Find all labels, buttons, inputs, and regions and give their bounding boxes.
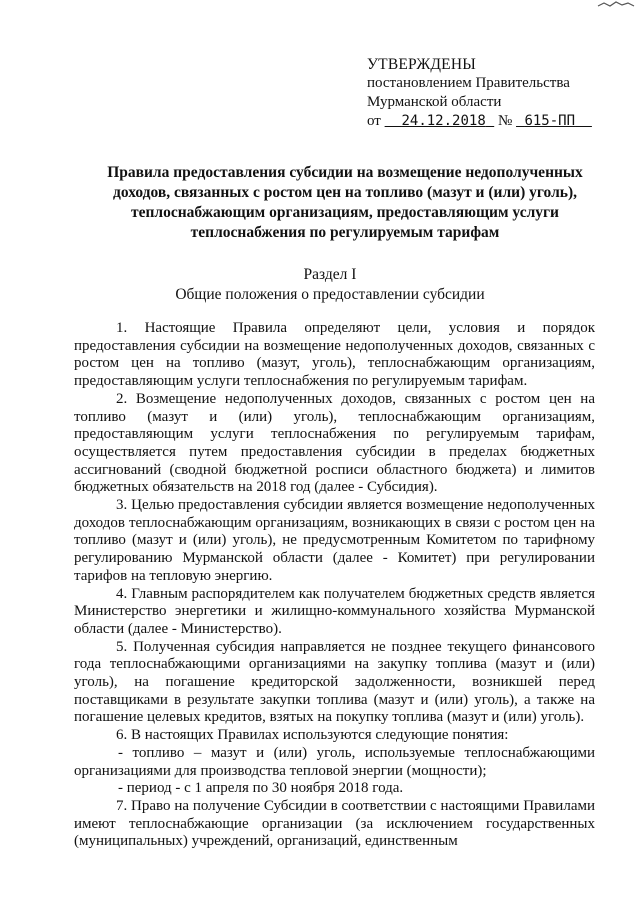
paragraph-4: 4. Главным распорядителем как получателем бюджетных средств является Министерство энергетики и жилищно-коммунального хозяйства Мурманской области (далее - Министерство). xyxy=(74,585,595,637)
paragraph-5: 5. Полученная субсидия направляется не позднее текущего финансового года теплоснабжающими организациями на закупку топлива (мазут и (или) уголь), на погашение кредиторской задолженности, возникшей перед поставщиками в результате закупки топлива (мазут и (или) уголь), а также на погашение целевых кредитов, взятых на покупку топлива (мазут и (или) уголь). xyxy=(74,638,595,726)
paragraph-1: 1. Настоящие Правила определяют цели, условия и порядок предоставления субсидии на возмещение недополученных доходов, связанных с ростом цен на топливо (мазут, уголь), теплоснабжающим организациям, предоставляющим услуги теплоснабжения по регулируемым тарифам. xyxy=(74,320,595,390)
document-title: Правила предоставления субсидии на возмещение недополученных доходов, связанных с ростом цен на топливо (мазут и (или) уголь), теплоснабжающим организациям, предоставляющим услуги теплоснабжения по регулируемым тарифам xyxy=(107,164,583,241)
approval-heading: УТВЕРЖДЕНЫ xyxy=(367,56,476,73)
document-body xyxy=(74,320,595,851)
paragraph-2: 2. Возмещение недополученных доходов, связанных с ростом цен на топливо (мазут и (или) уголь), теплоснабжающим организациям, предоставляющим услуги теплоснабжения по регулируемым тарифам, осуществляется путем предоставления субсидии в пределах бюджетных ассигнований (сводной бюджетной росписи областного бюджета) и лимитов бюджетных обязательств на 2018 год (далее - Субсидия). xyxy=(74,390,595,496)
approval-date: 24.12.2018 xyxy=(401,113,486,129)
section-name: Общие положения о предоставлении субсидии xyxy=(175,286,485,303)
approval-line-2: Мурманской области xyxy=(367,94,502,110)
paragraph-7: 7. Право на получение Субсидии в соответствии с настоящими Правилами имеют теплоснабжающие организации (за исключением государственных (муниципальных) учреждений, организаций, единственным xyxy=(74,797,595,850)
definition-period: - период - с 1 апреля по 30 ноября 2018 года. xyxy=(118,780,404,797)
from-label: от xyxy=(367,113,381,129)
number-label: № xyxy=(497,113,513,129)
approval-line-1: постановлением Правительства xyxy=(367,75,570,91)
section-number: Раздел I xyxy=(303,266,357,283)
definition-fuel: - топливо – мазут и (или) уголь, используемые теплоснабжающими организациями для производства тепловой энергии (мощности); xyxy=(74,744,595,779)
approval-block xyxy=(367,55,607,131)
paragraph-6: 6. В настоящих Правилах используются следующие понятия: xyxy=(116,727,509,744)
paragraph-3: 3. Целью предоставления субсидии является возмещение недополученных доходов теплоснабжающим организациям, возникающих в связи с ростом цен на топливо (мазут и (или) уголь), не предусмотренным Комитетом по тарифному регулированию Мурманской области (далее - Комитет) при регулировании тарифов на тепловую энергию. xyxy=(74,497,595,584)
section-heading xyxy=(60,265,600,305)
approval-number: 615-ПП xyxy=(524,113,576,129)
scan-corner-mark xyxy=(596,0,636,10)
approval-date-line xyxy=(367,112,607,131)
